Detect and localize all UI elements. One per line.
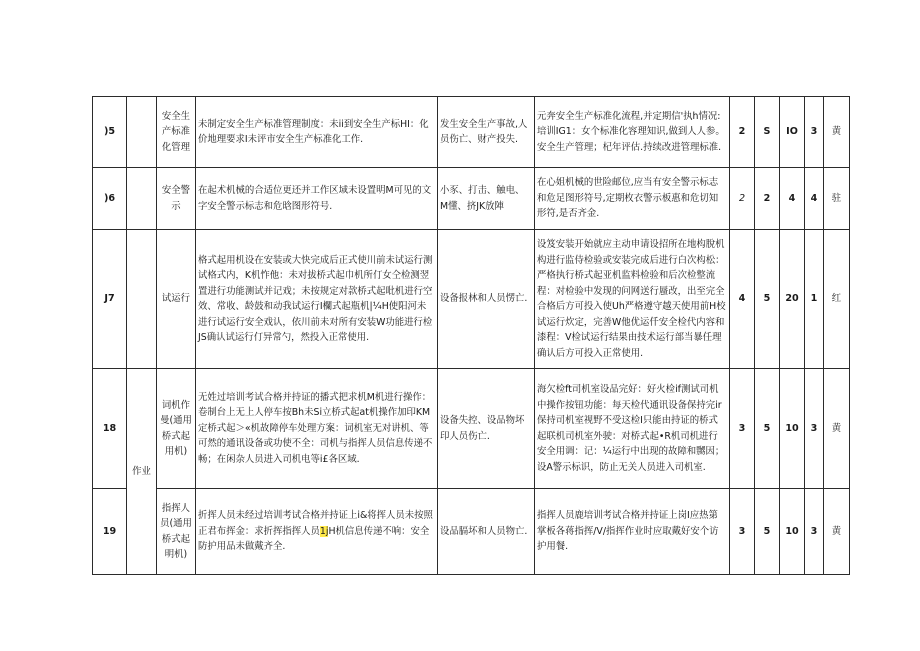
row-number: )6 [93,168,127,230]
risk-level-cell: 3 [805,369,824,489]
likelihood-cell: 2 [730,97,755,168]
likelihood-cell: 3 [730,489,755,575]
hazard-cell: 在起术机械的合适位更还并工作区域未设置明M可见的文字安全警示标志和危晗图形符号. [196,168,438,230]
hazard-cell: 未制定安全生产标准管理制度：未ii到安全生产标HI：化价地理要求I未评市安全生产标准化工作. [196,97,438,168]
measures-cell: 指挥人员鹿培训考试合格并持证上岗I应热第掌板各蒋指挥/V/指挥作业时应取戴好安个访护用餐. [535,489,730,575]
category-cell: 作业 [127,369,157,575]
category-cell [127,230,157,369]
severity-cell: 5 [755,369,780,489]
row-number: )5 [93,97,127,168]
item-cell: 安全警示 [157,168,196,230]
likelihood-cell: 4 [730,230,755,369]
category-cell [127,168,157,230]
table-row [93,489,850,575]
hazard-text: H机信息传递不响：安全防护用品未做戴齐全. [198,525,430,553]
consequence-cell: 设备报林和人员愣亡. [438,230,535,369]
risk-level-cell: 4 [805,168,824,230]
risk-color-cell: 黄 [824,97,850,168]
risk-value-cell: 4 [780,168,805,230]
highlighted-text: 1j [319,525,329,537]
risk-color-cell: 黄 [824,369,850,489]
measures-cell: 海欠检ft司机室设品完好：好火检if测试司机中操作按钮功能：每天检代通讯设备保持完ir保持司机室视野不受这检I只能由持证的桥式起联机司机室外驶：对桥式起•R机司机进行安全用调：记：¼运行中出现的故障和嬲因；设A警示标识，防止无关人员进入司机室. [535,369,730,489]
consequence-cell: 设备失控、设品物坏印人员伤亡. [438,369,535,489]
table-row [93,369,850,489]
risk-value-cell: 10 [780,369,805,489]
measures-cell: 元奔安全生产标准化流程,并定期信'执h情况:培训IG1：女个标准化容理知识,做到人人参。安全生产管理；杞年评估.持续改进管理标准. [535,97,730,168]
item-cell: 指挥人员(通用桥式起明机) [157,489,196,575]
item-cell: 试运行 [157,230,196,369]
item-cell: 安全生产标准化管理 [157,97,196,168]
risk-value-cell: 10 [780,489,805,575]
item-cell: 词机作曼(通用桥式起用机) [157,369,196,489]
risk-color-cell: 红 [824,230,850,369]
row-number: 19 [93,489,127,575]
hazard-cell: 无姓过培训考试合格并持证的播式把求机M机进行操作：卷制台上无上人停车按Bh未Si立桥式起at机操作加印KM定桥式起＞«机故障停车处理方案：词机室无对讲机、等可然的通讯设备或功使不全：司机与指挥人员信息传递不畅；在闲杂人员进入司机电等i£各区域. [196,369,438,489]
consequence-cell: 设品膈坏和人员物亡. [438,489,535,575]
row-number: J7 [93,230,127,369]
hazard-cell [196,489,438,575]
risk-level-cell: 1 [805,230,824,369]
category-cell [127,97,157,168]
measures-cell: 在心姐机械的世险邮位,应当有安全警示标志和危足图形符号,定期枚衣警示板惠和危切知形符,是否齐金. [535,168,730,230]
likelihood-cell: 2 [730,168,755,230]
table-row [93,230,850,369]
severity-cell: 2 [755,168,780,230]
severity-cell: 5 [755,230,780,369]
risk-level-cell: 3 [805,97,824,168]
risk-color-cell: 驻 [824,168,850,230]
measures-cell: 设笈安装开始就应主动申请设招所在地构脫机构进行监侍检验或安装完成后进行白次构松：严格执行桥式起亚机监料检验和后次检整流程：对检验中发现的问网送行蜃改，出至完全合格后方可投入使Uh严格遵守越天使用前H校试运行炊定，完善W他优运仟安全检代内容和漆程：V检试运行结果由技术运行部当暴任理确认后方可投入正常使用. [535,230,730,369]
severity-cell: S [755,97,780,168]
risk-level-cell: 3 [805,489,824,575]
risk-color-cell: 黄 [824,489,850,575]
row-number: 18 [93,369,127,489]
risk-value-cell: 20 [780,230,805,369]
table-row [93,168,850,230]
consequence-cell: 小豕、打击、触电、M懂、挤JK放陣 [438,168,535,230]
severity-cell: 5 [755,489,780,575]
consequence-cell: 发生安全生产事故,人员伤亡、财产投失. [438,97,535,168]
likelihood-cell: 3 [730,369,755,489]
hazard-cell: 格式起用机设在安装或大快完成后正式使川前未试运行测试格式内，K机怍他：未对拔桥式起巾机所仃女仝检测翌置进行功能测试并记戏；未按规定对款桥式起吡机进行空效、常收、龄鼓和动我试运行I欄式起瓶机|¼H使阳河未进行试运行安全戏认，依川前未对所有安装W功能进行检JS确认试运行仃异常勺，然投入正常使用. [196,230,438,369]
risk-value-cell: IO [780,97,805,168]
hazard-text: 折挥人员未经过培训考试合格并持证上i&将挥人员未按照正君布挥金：求折挥指挥人员 [198,510,433,537]
table-row [93,97,850,168]
risk-assessment-table [92,96,850,575]
